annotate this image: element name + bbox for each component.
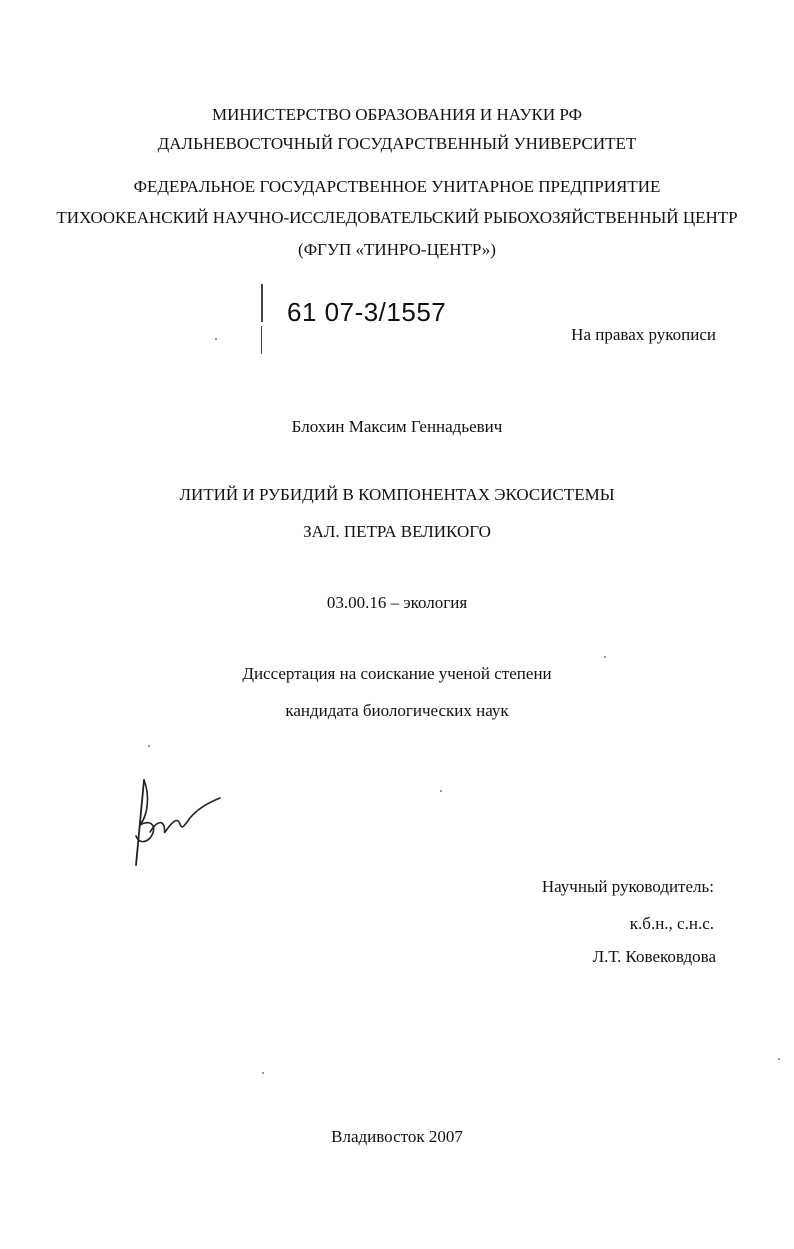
ministry-heading: МИНИСТЕРСТВО ОБРАЗОВАНИЯ И НАУКИ РФ bbox=[211, 105, 583, 124]
degree-line2: кандидата биологических наук bbox=[285, 701, 509, 720]
university-heading: ДАЛЬНЕВОСТОЧНЫЙ ГОСУДАРСТВЕННЫЙ УНИВЕРСИТЕТ bbox=[157, 134, 637, 153]
specialty-code: 03.00.16 – экология bbox=[326, 593, 468, 612]
manuscript-note: На правах рукописи bbox=[571, 325, 716, 344]
enterprise-heading-line2: ТИХООКЕАНСКИЙ НАУЧНО-ИССЛЕДОВАТЕЛЬСКИЙ РЫБОХОЗЯЙСТВЕННЫЙ ЦЕНТР bbox=[56, 208, 738, 227]
place-and-year: Владивосток 2007 bbox=[331, 1127, 463, 1146]
library-stamp-number: 61 07-3/1557 bbox=[287, 297, 447, 327]
scan-speck bbox=[262, 1072, 264, 1074]
enterprise-heading-line1: ФЕДЕРАЛЬНОЕ ГОСУДАРСТВЕННОЕ УНИТАРНОЕ ПРЕДПРИЯТИЕ bbox=[133, 177, 661, 196]
stamp-bar-top bbox=[261, 284, 263, 322]
scan-speck bbox=[215, 338, 217, 340]
supervisor-credentials: к.б.н., с.н.с. bbox=[629, 914, 714, 933]
scan-speck bbox=[148, 745, 150, 747]
thesis-title-line2: ЗАЛ. ПЕТРА ВЕЛИКОГО bbox=[303, 522, 491, 541]
scan-speck bbox=[440, 790, 442, 792]
scan-speck bbox=[604, 656, 606, 658]
author-name: Блохин Максим Геннадьевич bbox=[291, 417, 503, 436]
supervisor-label: Научный руководитель: bbox=[541, 877, 714, 896]
degree-line1: Диссертация на соискание ученой степени bbox=[242, 664, 552, 683]
thesis-title-line1: ЛИТИЙ И РУБИДИЙ В КОМПОНЕНТАХ ЭКОСИСТЕМЫ bbox=[179, 485, 615, 504]
scan-speck bbox=[778, 1058, 780, 1060]
enterprise-abbreviation: (ФГУП «ТИНРО-ЦЕНТР») bbox=[298, 240, 496, 259]
author-signature bbox=[122, 770, 232, 874]
supervisor-name: Л.Т. Ковековдова bbox=[592, 947, 716, 966]
stamp-bar-bottom bbox=[261, 326, 262, 354]
